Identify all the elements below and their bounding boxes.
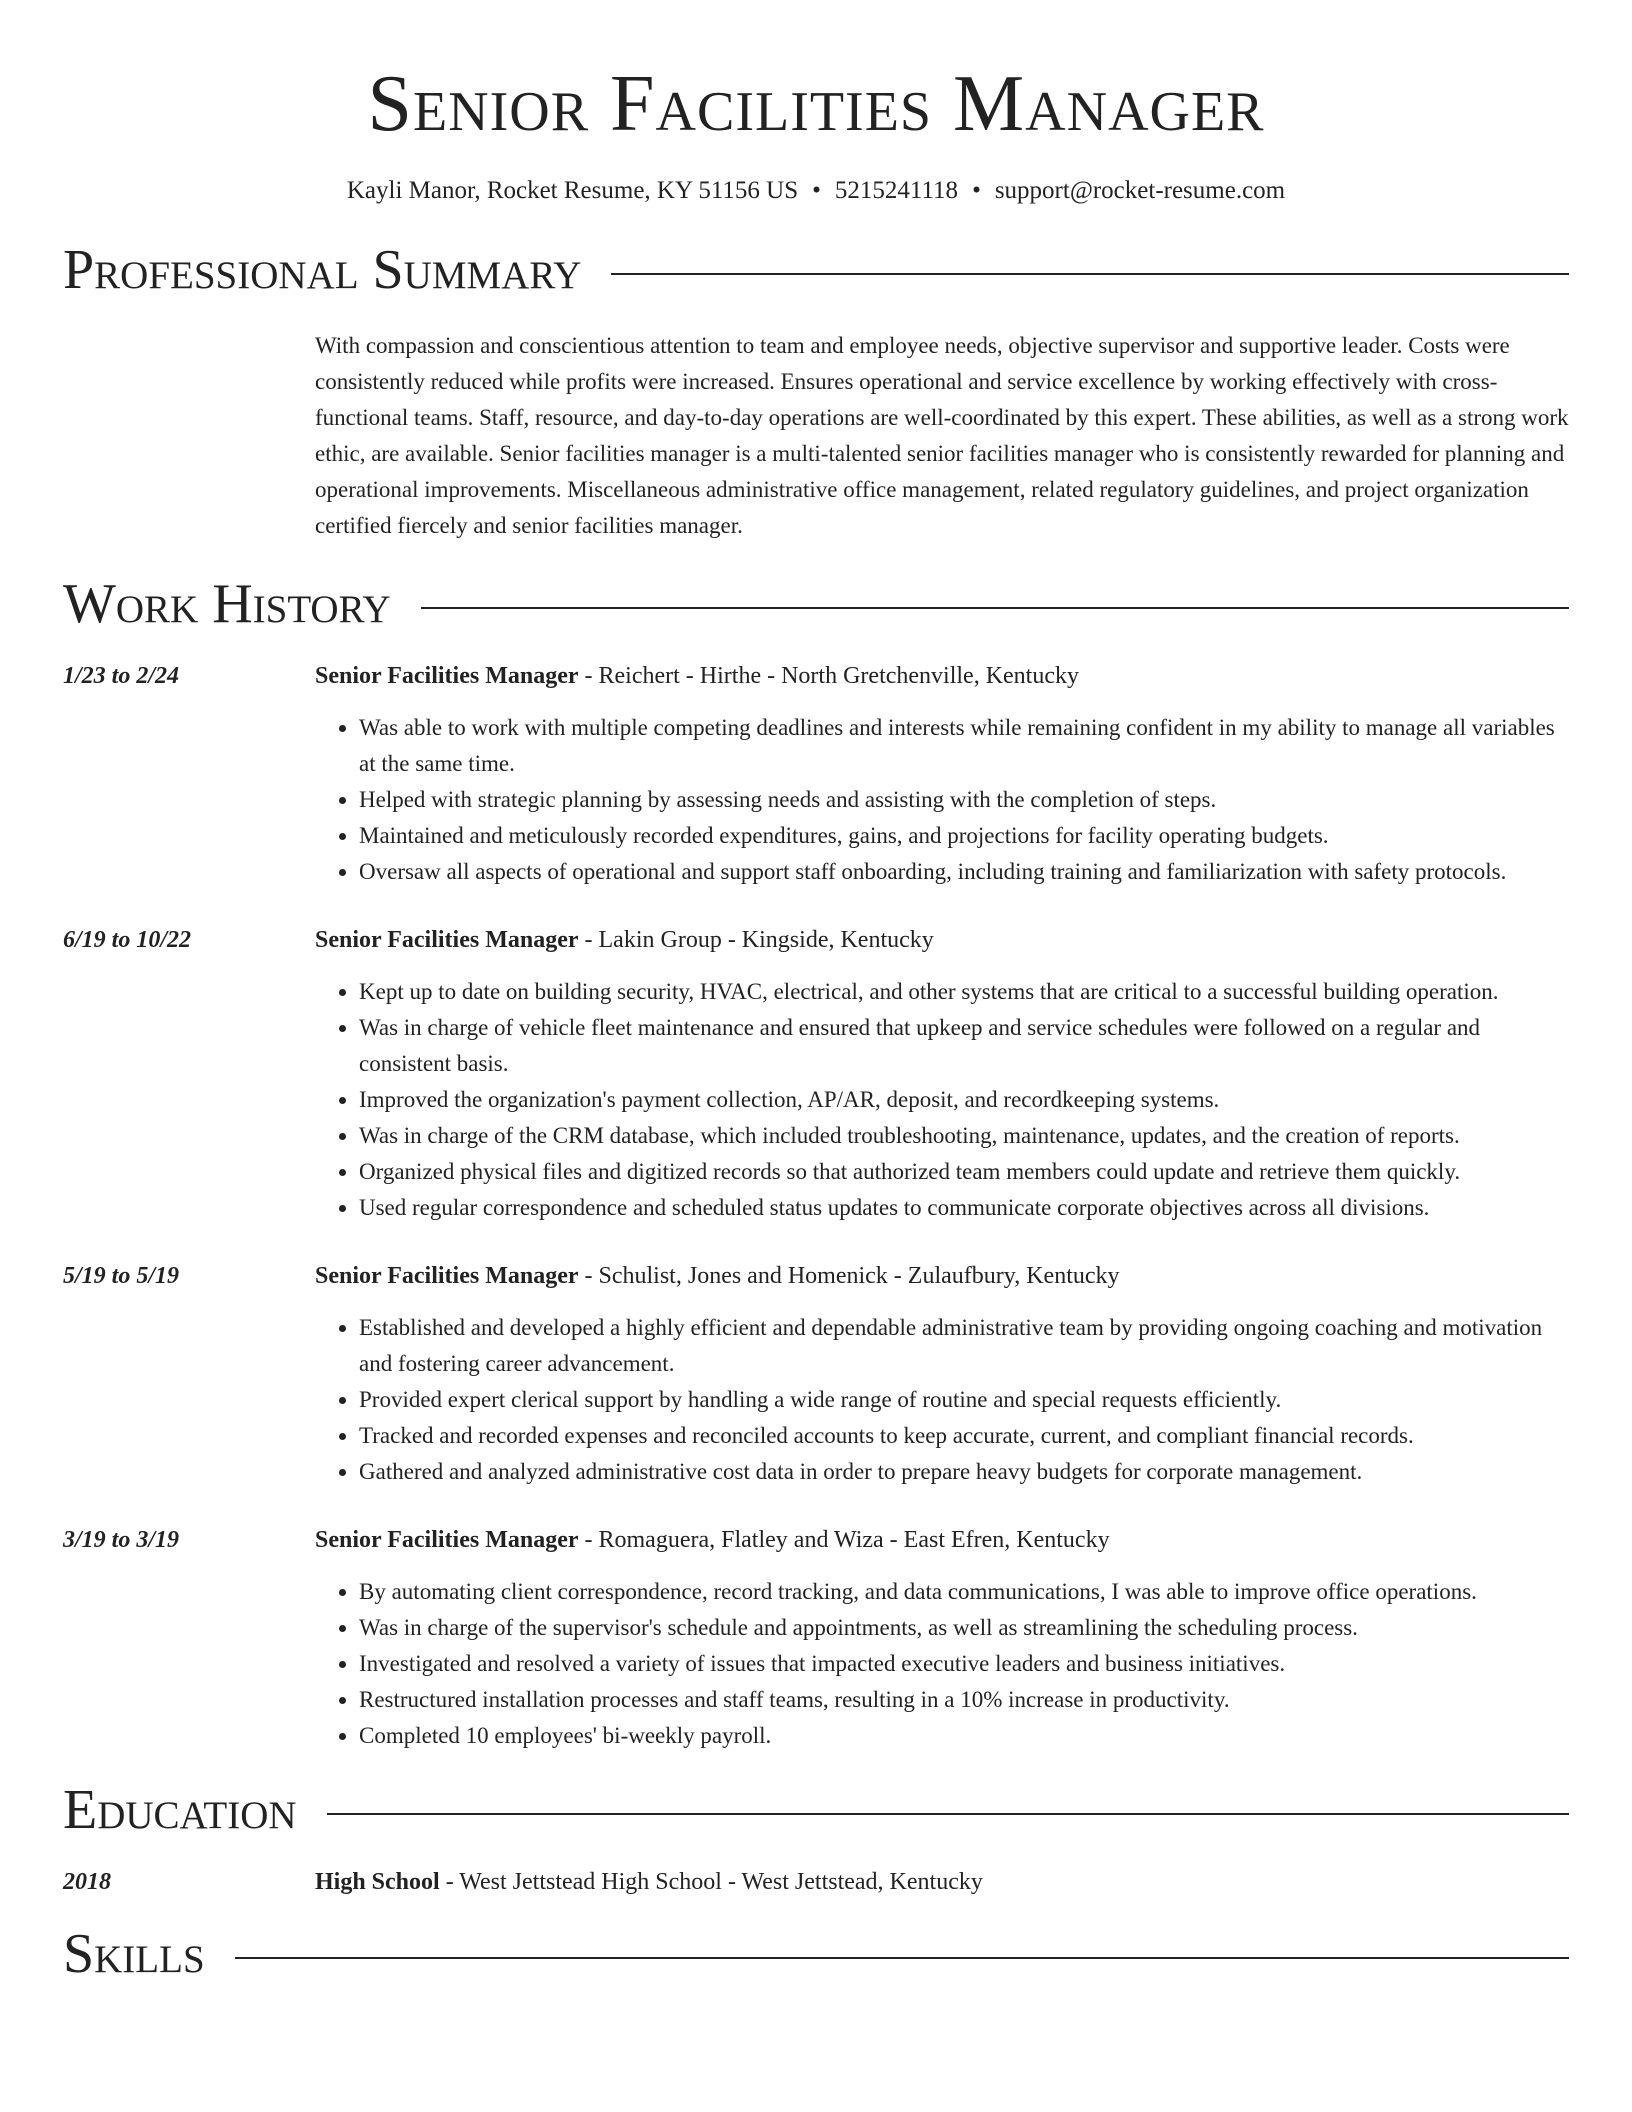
job-entry <box>63 1522 1569 1754</box>
job-bullet: • Kept up to date on building security, HVAC, electrical, and other systems that are critical to a successful building operation. <box>359 974 1569 1010</box>
job-bullet: • By automating client correspondence, record tracking, and data communications, I was able to improve office operations. <box>359 1574 1569 1610</box>
job-role: Senior Facilities Manager <box>315 663 579 689</box>
section-header-skills <box>63 1922 1569 1986</box>
job-bullet: • Improved the organization's payment collection, AP/AR, deposit, and recordkeeping systems. <box>359 1082 1569 1118</box>
job-bullet: • Organized physical files and digitized records so that authorized team members could update and retrieve them quickly. <box>359 1154 1569 1190</box>
job-role: Senior Facilities Manager <box>315 927 579 953</box>
job-bullet: • Restructured installation processes and staff teams, resulting in a 10% increase in productivity. <box>359 1682 1569 1718</box>
job-bullets <box>315 1310 1569 1490</box>
job-details: - Reichert - Hirthe - North Gretchenville, Kentucky <box>578 663 1079 689</box>
education-details: - West Jettstead High School - West Jettstead, Kentucky <box>439 1869 983 1895</box>
job-entry <box>63 658 1569 890</box>
job-entry <box>63 922 1569 1226</box>
job-bullet: • Used regular correspondence and scheduled status updates to communicate corporate objectives across all divisions. <box>359 1190 1569 1226</box>
contact-email: support@rocket-resume.com <box>994 177 1286 204</box>
contact-separator: • <box>972 177 981 204</box>
contact-address: Kayli Manor, Rocket Resume, KY 51156 US <box>346 177 799 204</box>
job-bullet: • Was in charge of vehicle fleet maintenance and ensured that upkeep and service schedules were followed on a regular and consistent basis. <box>359 1010 1569 1082</box>
job-dates: 1/23 to 2/24 <box>63 663 180 689</box>
summary-text: With compassion and conscientious attention to team and employee needs, objective supervisor and supportive leader. Costs were consistently reduced while profits were increased. Ensures operational and service excellence by working effectively with cross-functional teams. Staff, resource, and day-to-day operations are well-coordinated by this expert. These abilities, as well as a strong work ethic, are available. Senior facilities manager is a multi-talented senior facilities manager who is consistently rewarded for planning and operational improvements. Miscellaneous administrative office management, related regulatory guidelines, and project organization certified fiercely and senior facilities manager. <box>315 333 1569 538</box>
job-bullets <box>315 974 1569 1226</box>
job-bullet: • Completed 10 employees' bi-weekly payroll. <box>359 1718 1569 1754</box>
job-bullet: • Maintained and meticulously recorded expenditures, gains, and projections for facility operating budgets. <box>359 818 1569 854</box>
education-degree: High School <box>315 1869 440 1895</box>
contact-separator: • <box>812 177 821 204</box>
section-title: Skills <box>63 1923 205 1985</box>
job-entry <box>63 1258 1569 1490</box>
job-bullet: • Was able to work with multiple competing deadlines and interests while remaining confident in my ability to manage all variables at the same time. <box>359 710 1569 782</box>
job-dates: 5/19 to 5/19 <box>63 1263 180 1289</box>
job-details: - Lakin Group - Kingside, Kentucky <box>578 927 934 953</box>
job-bullet: • Was in charge of the supervisor's schedule and appointments, as well as streamlining the scheduling process. <box>359 1610 1569 1646</box>
contact-line <box>0 174 1632 208</box>
job-bullet: • Gathered and analyzed administrative cost data in order to prepare heavy budgets for corporate management. <box>359 1454 1569 1490</box>
job-title-line <box>315 658 1569 694</box>
education-entry <box>63 1864 1569 1900</box>
section-rule <box>327 1813 1569 1815</box>
education-line <box>315 1864 1569 1900</box>
education-year: 2018 <box>63 1869 111 1895</box>
section-title: Education <box>63 1779 297 1841</box>
job-title-line <box>315 922 1569 958</box>
section-rule <box>235 1957 1569 1959</box>
job-bullet: • Helped with strategic planning by assessing needs and assisting with the completion of steps. <box>359 782 1569 818</box>
job-bullets <box>315 710 1569 890</box>
section-rule <box>421 607 1569 609</box>
section-title: Work History <box>63 573 391 635</box>
job-dates: 3/19 to 3/19 <box>63 1527 180 1553</box>
job-bullet: • Tracked and recorded expenses and reconciled accounts to keep accurate, current, and compliant financial records. <box>359 1418 1569 1454</box>
job-details: - Schulist, Jones and Homenick - Zulaufbury, Kentucky <box>578 1263 1120 1289</box>
section-header-education <box>63 1778 1569 1842</box>
job-dates: 6/19 to 10/22 <box>63 927 192 953</box>
section-rule <box>611 273 1569 275</box>
job-bullets <box>315 1574 1569 1754</box>
resume-name: Senior Facilities Manager <box>367 60 1265 148</box>
job-title-line <box>315 1258 1569 1294</box>
contact-phone: 5215241118 <box>834 177 959 204</box>
job-role: Senior Facilities Manager <box>315 1263 579 1289</box>
section-title: Professional Summary <box>63 239 582 301</box>
job-bullet: • Investigated and resolved a variety of issues that impacted executive leaders and business initiatives. <box>359 1646 1569 1682</box>
job-bullet: • Was in charge of the CRM database, which included troubleshooting, maintenance, updates, and the creation of reports. <box>359 1118 1569 1154</box>
job-details: - Romaguera, Flatley and Wiza - East Efren, Kentucky <box>578 1527 1110 1553</box>
job-bullet: • Oversaw all aspects of operational and support staff onboarding, including training and familiarization with safety protocols. <box>359 854 1569 890</box>
work-history-list <box>0 658 1632 1754</box>
job-bullet: • Provided expert clerical support by handling a wide range of routine and special requests efficiently. <box>359 1382 1569 1418</box>
job-title-line <box>315 1522 1569 1558</box>
section-header-work-history <box>63 572 1569 636</box>
section-header-summary <box>63 238 1569 302</box>
job-bullet: • Established and developed a highly efficient and dependable administrative team by providing ongoing coaching and motivation and fostering career advancement. <box>359 1310 1569 1382</box>
job-role: Senior Facilities Manager <box>315 1527 579 1553</box>
